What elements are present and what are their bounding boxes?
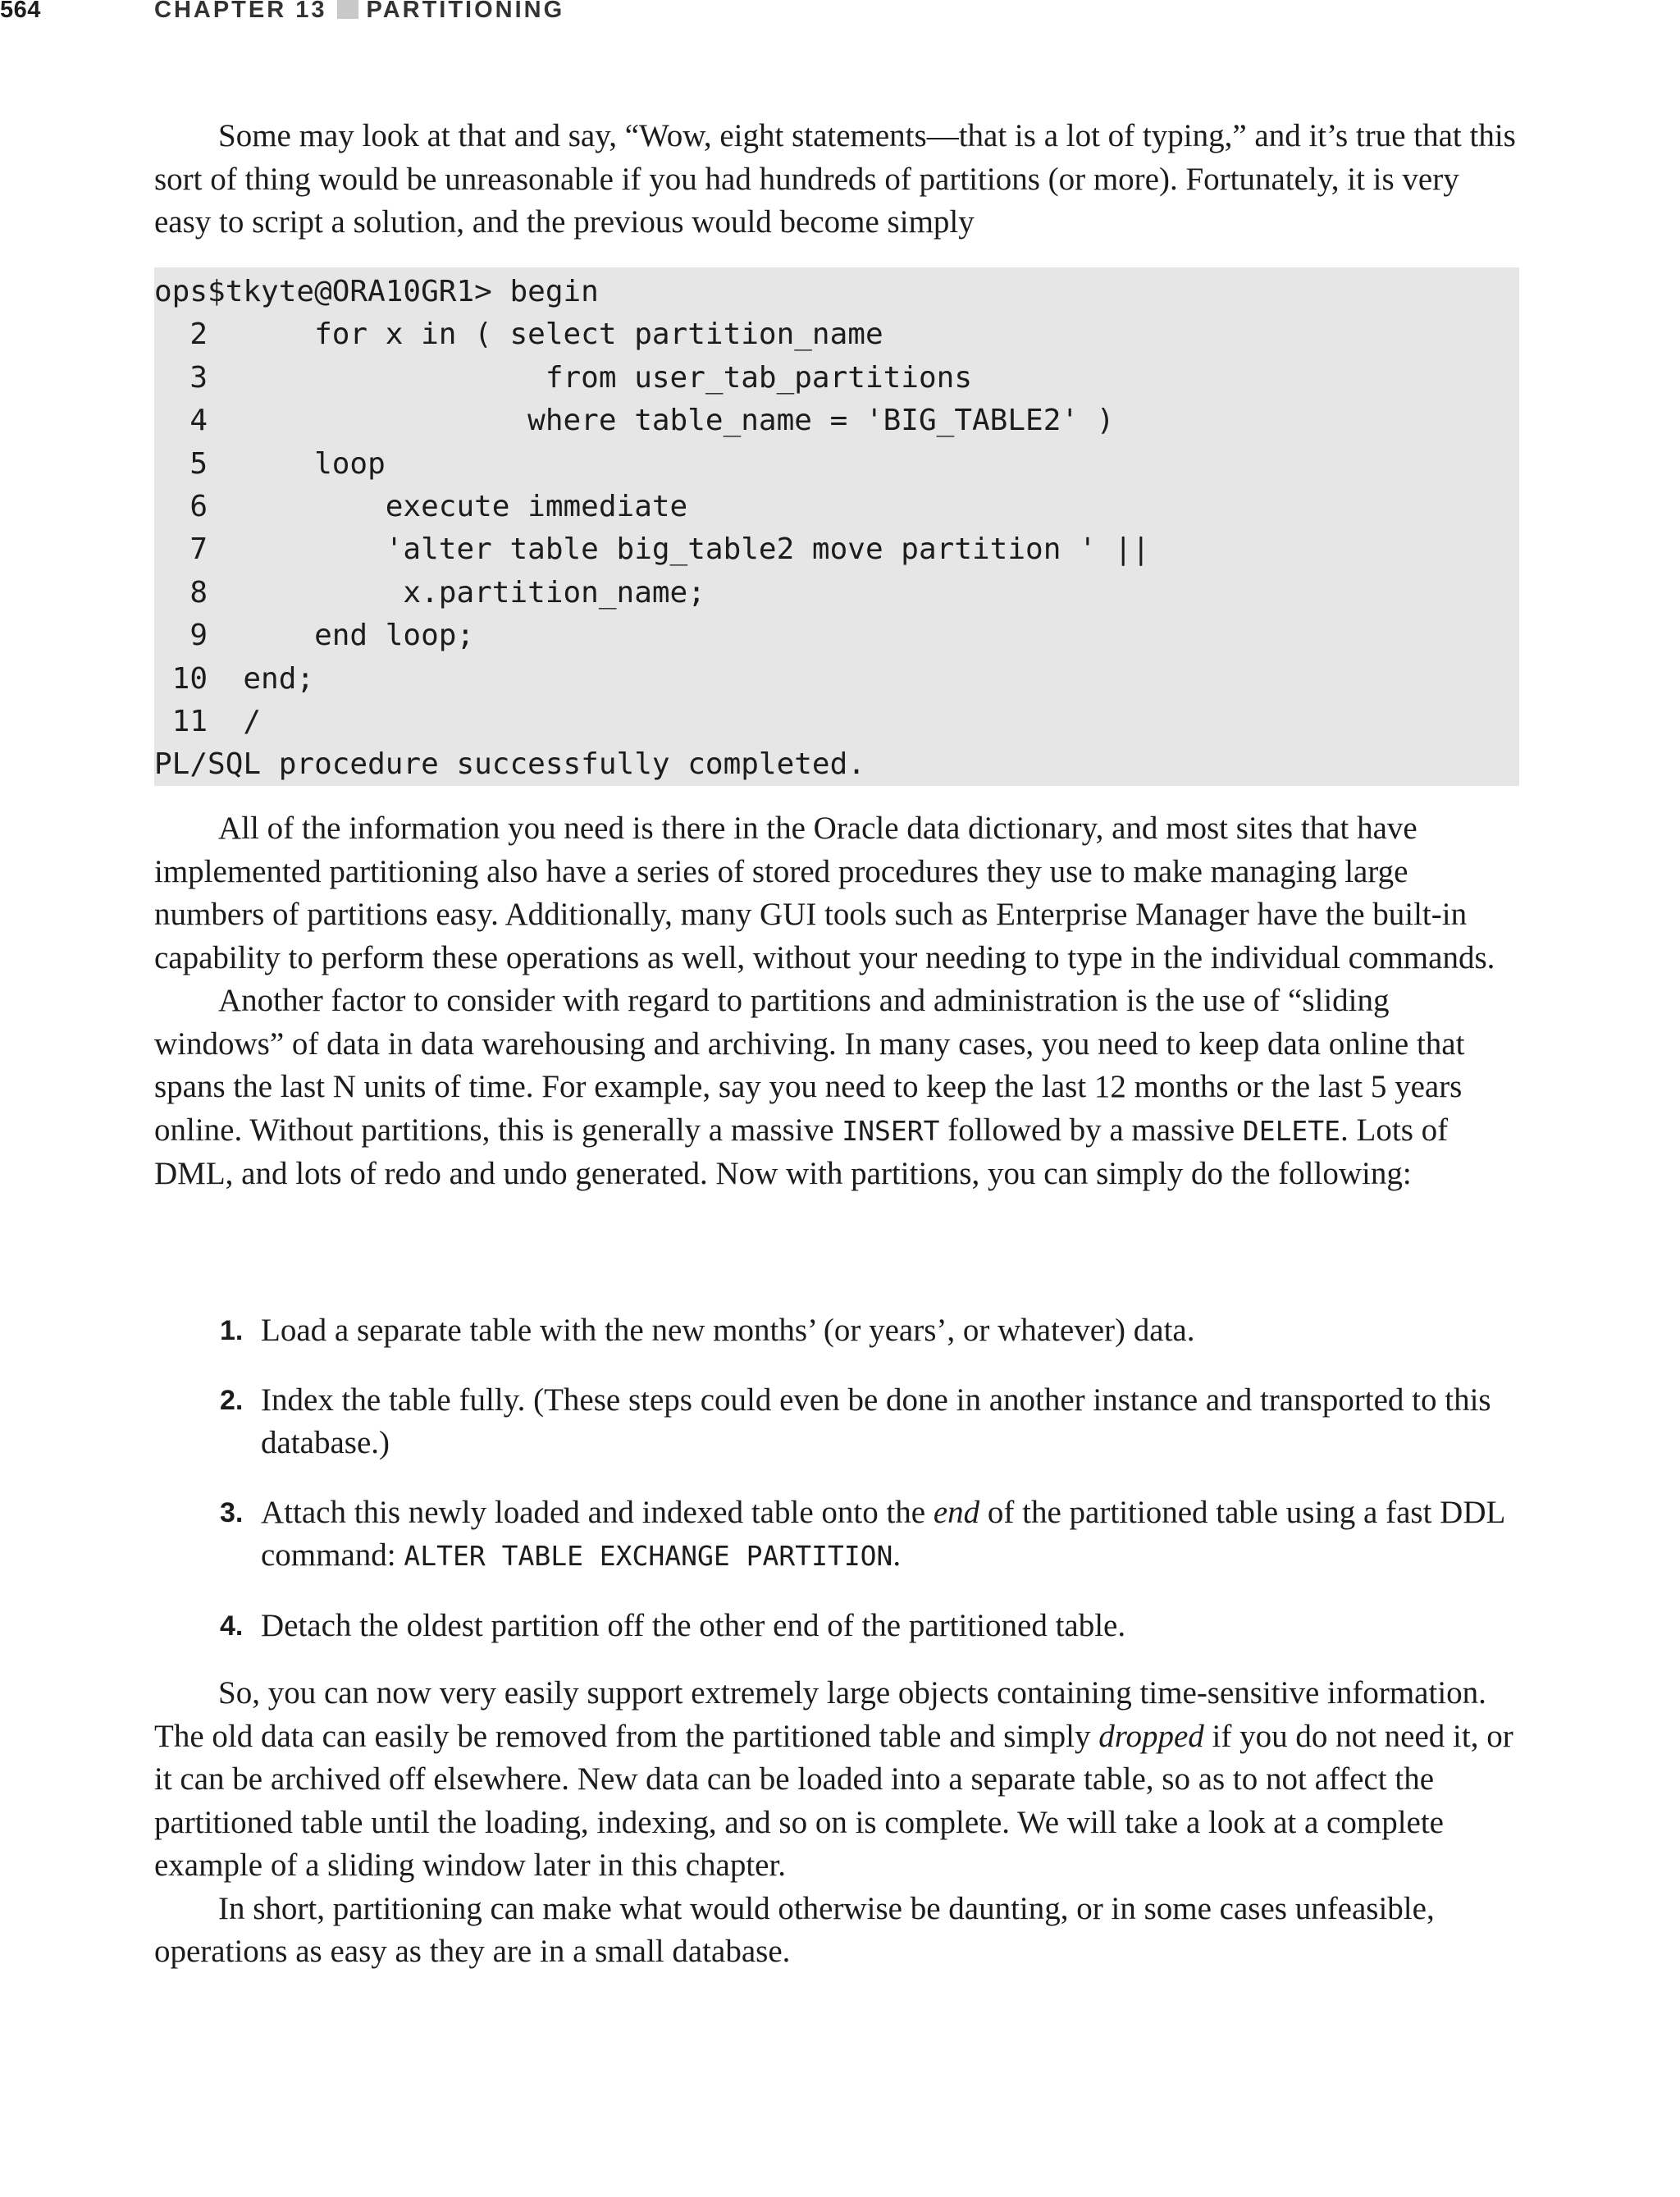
running-header [0, 0, 1680, 28]
running-head [154, 0, 564, 24]
closing-section [154, 1672, 1516, 1974]
section-label: PARTITIONING [366, 0, 565, 23]
code-line: 6 execute immediate [154, 489, 688, 523]
code-line: ops$tkyte@ORA10GR1> begin [154, 275, 599, 308]
code-insert: INSERT [842, 1114, 940, 1147]
text-span: Another factor to consider with regard to partitions and administration is the use of “sliding windows” of data in data warehousing and archiving. In many cases, you need to keep data online that spans the last N units of time. For example, say you need to keep the last 12 months or the last 5 years online. Without partitions, this is generally a massive [154, 983, 1465, 1148]
code-line: 2 for x in ( select partition_name [154, 317, 883, 352]
step-text: Load a separate table with the new months’ (or years’, or whatever) data. [261, 1313, 1195, 1348]
code-line: 9 end loop; [154, 619, 475, 653]
step-item [220, 1491, 1516, 1578]
paragraph-sliding-windows [154, 980, 1516, 1196]
step-text: Index the table fully. (These steps could even be done in another instance and transported to this database.) [261, 1382, 1491, 1460]
step-item [220, 1605, 1516, 1648]
text-span: . Lots of DML, and lots of redo and undo generated. Now with partitions, you can simply do the following: [154, 1112, 1449, 1191]
step-number: 1. [220, 1315, 244, 1346]
text-span: if you do not need it, or it can be archived off elsewhere. New data can be loaded into a separate table, so as to not affect the partitioned table until the loading, indexing, and so on is complete. We will take a look at a complete example of a sliding window later in this chapter. [154, 1718, 1513, 1883]
step-number: 3. [220, 1496, 244, 1528]
code-line: 11 / [154, 704, 262, 738]
header-separator-square [337, 0, 358, 19]
page-number: 564 [0, 0, 41, 23]
code-line: 3 from user_tab_partitions [154, 360, 972, 395]
code-delete: DELETE [1242, 1114, 1341, 1147]
emphasis-dropped: dropped [1098, 1718, 1204, 1754]
text-span: of the partitioned table using a fast DDL command: [261, 1494, 1504, 1573]
code-line: 5 loop [154, 446, 386, 481]
emphasis-end: end [933, 1494, 980, 1530]
text-span: Attach this newly loaded and indexed table onto the [261, 1494, 934, 1530]
text-span: . [892, 1537, 902, 1573]
code-line: 7 'alter table big_table2 move partition ' || [154, 532, 1150, 567]
paragraph-in-short: In short, partitioning can make what would otherwise be daunting, or in some cases unfeasible, operations as easy as they are in a small database. [154, 1890, 1435, 1969]
paragraph-large-objects [154, 1672, 1516, 1888]
middle-section [154, 807, 1516, 1196]
step-text: Detach the oldest partition off the other end of the partitioned table. [261, 1607, 1126, 1643]
code-line: 10 end; [154, 661, 315, 696]
step-item [220, 1309, 1516, 1353]
intro-section [154, 115, 1516, 244]
step-number: 2. [220, 1384, 244, 1416]
chapter-label: CHAPTER 13 [154, 0, 327, 23]
code-line: 8 x.partition_name; [154, 575, 705, 610]
paragraph-data-dictionary: All of the information you need is there in the Oracle data dictionary, and most sites that have implemented partitioning also have a series of stored procedures they use to make managing large numbers of partitions easy. Additionally, many GUI tools such as Enterprise Manager have the built-in capability to perform these operations as well, without your needing to type in the individual commands. [154, 811, 1495, 975]
code-line: 4 where table_name = 'BIG_TABLE2' ) [154, 404, 1115, 438]
step-number: 4. [220, 1610, 244, 1642]
code-line: PL/SQL procedure successfully completed. [154, 747, 865, 782]
code-alter-table: ALTER TABLE EXCHANGE PARTITION [404, 1540, 893, 1572]
code-listing [154, 267, 1519, 786]
numbered-steps [220, 1309, 1516, 1647]
text-span: So, you can now very easily support extremely large objects containing time-sensitive information. The old data can easily be removed from the partitioned table and simply [154, 1675, 1486, 1754]
step-item [220, 1379, 1516, 1465]
text-span: followed by a massive [939, 1112, 1243, 1148]
step-text [261, 1495, 1504, 1574]
intro-paragraph: Some may look at that and say, “Wow, eight statements—that is a lot of typing,” and it’s true that this sort of thing would be unreasonable if you had hundreds of partitions (or more). Fortunately, it is very easy to script a solution, and the previous would become simply [154, 118, 1516, 240]
